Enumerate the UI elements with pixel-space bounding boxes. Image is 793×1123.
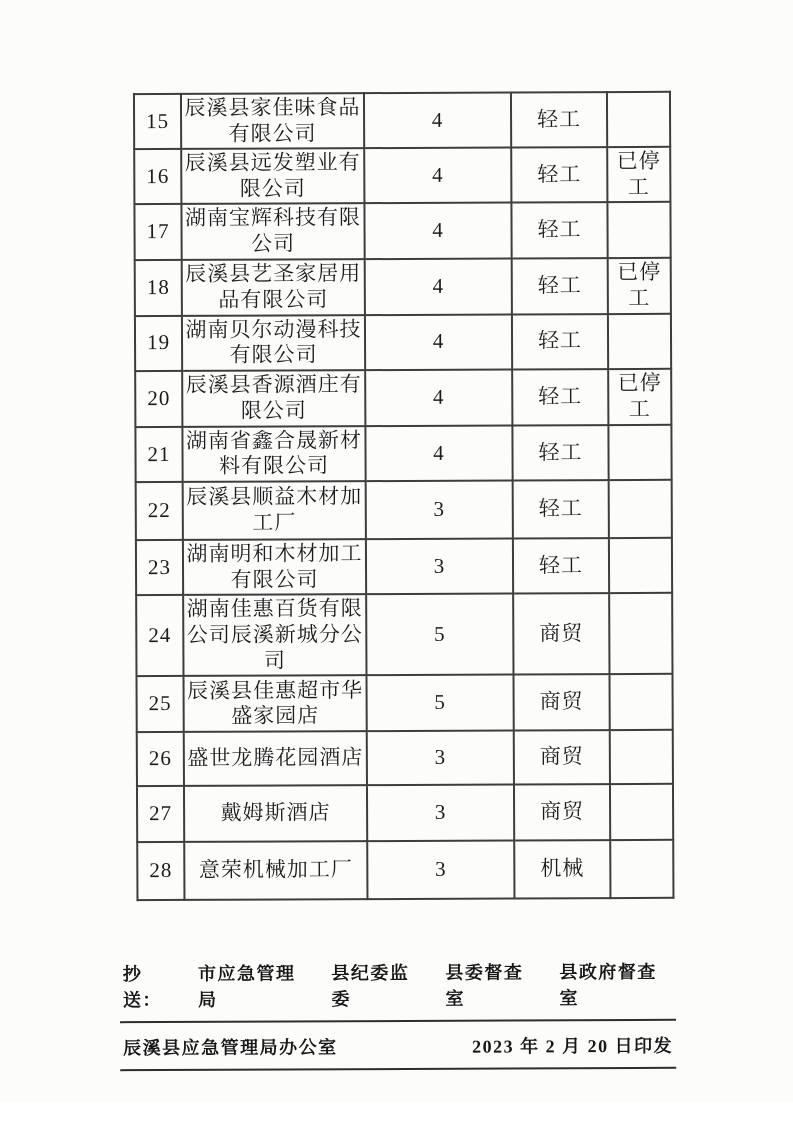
count-cell: 3 [367, 785, 514, 842]
table-row [134, 92, 670, 150]
company-name-cell: 戴姆斯酒店 [184, 785, 367, 842]
count-cell: 3 [367, 841, 514, 900]
table-row [136, 674, 672, 732]
table-row [135, 257, 671, 315]
table-row [136, 480, 672, 540]
row-number-cell: 21 [135, 427, 182, 482]
status-cell [607, 92, 670, 147]
count-cell: 5 [366, 594, 513, 675]
row-number-cell: 15 [134, 94, 181, 149]
cc-item: 市应急管理局 [197, 963, 296, 1010]
company-name-cell: 湖南宝辉科技有限公司 [181, 204, 364, 260]
industry-cell: 轻工 [512, 258, 608, 314]
count-cell: 3 [367, 731, 514, 786]
cc-item: 县纪委监委 [331, 962, 410, 1010]
count-cell: 4 [365, 258, 512, 315]
company-name-cell: 盛世龙腾花园酒店 [184, 731, 367, 786]
industry-cell: 轻工 [511, 203, 607, 259]
print-date: 2023 年 2 月 20 日印发 [472, 1035, 674, 1057]
count-cell: 5 [366, 675, 513, 732]
industry-cell: 轻工 [513, 538, 609, 594]
enterprise-table [133, 91, 675, 901]
industry-cell: 轻工 [512, 425, 608, 481]
status-cell: 已停工 [608, 369, 671, 425]
company-name-cell: 辰溪县艺圣家居用品有限公司 [182, 259, 365, 316]
table-row [137, 840, 673, 900]
row-number-cell: 25 [136, 676, 183, 732]
issuer-line [120, 1021, 676, 1071]
status-cell [608, 425, 671, 480]
industry-cell: 机械 [514, 840, 610, 898]
count-cell: 4 [365, 425, 512, 481]
count-cell: 4 [364, 148, 511, 204]
document-footer [120, 955, 676, 1071]
status-cell [609, 480, 672, 538]
table-row [135, 369, 671, 427]
count-cell: 4 [365, 369, 512, 426]
table-row [137, 730, 673, 786]
status-cell [610, 784, 673, 840]
count-cell: 3 [366, 481, 513, 540]
industry-cell: 轻工 [511, 147, 607, 203]
company-name-cell: 湖南佳惠百货有限公司辰溪新城分公司 [183, 594, 366, 676]
table-row [136, 593, 672, 676]
table-row [135, 425, 671, 483]
row-number-cell: 23 [136, 540, 183, 595]
row-number-cell: 26 [137, 732, 184, 786]
row-number-cell: 24 [136, 595, 183, 676]
industry-cell: 轻工 [512, 314, 608, 370]
company-name-cell: 意荣机械加工厂 [184, 841, 367, 900]
status-cell [609, 674, 672, 730]
row-number-cell: 20 [135, 371, 182, 427]
status-cell [607, 202, 670, 257]
cc-item: 县政府督查室 [559, 961, 657, 1009]
company-name-cell: 辰溪县香源酒庄有限公司 [182, 370, 365, 427]
status-cell [610, 840, 673, 898]
company-name-cell: 辰溪县家佳味食品有限公司 [181, 93, 364, 149]
row-number-cell: 27 [137, 786, 184, 842]
company-name-cell: 辰溪县远发塑业有限公司 [181, 148, 364, 204]
industry-cell: 轻工 [512, 369, 608, 425]
industry-cell: 商贸 [513, 674, 609, 730]
table-row [134, 147, 670, 205]
count-cell: 4 [364, 92, 511, 148]
industry-cell: 商贸 [513, 593, 609, 674]
row-number-cell: 19 [135, 316, 182, 371]
row-number-cell: 22 [136, 482, 183, 540]
cc-line [120, 955, 676, 1023]
row-number-cell: 28 [137, 842, 184, 900]
status-cell: 已停工 [607, 147, 670, 202]
industry-cell: 商贸 [514, 784, 610, 840]
count-cell: 4 [364, 203, 511, 259]
company-name-cell: 湖南贝尔动漫科技有限公司 [182, 315, 365, 371]
industry-cell: 轻工 [513, 480, 609, 538]
company-name-cell: 辰溪县佳惠超市华盛家园店 [183, 675, 366, 732]
status-cell: 已停工 [608, 257, 671, 313]
company-name-cell: 辰溪县顺益木材加工厂 [183, 481, 366, 540]
company-name-cell: 湖南明和木材加工有限公司 [183, 539, 366, 595]
industry-cell: 商贸 [514, 730, 610, 784]
status-cell [608, 313, 671, 368]
table-row [137, 784, 673, 842]
table-row [136, 538, 672, 596]
status-cell [609, 538, 672, 593]
table-row [135, 313, 671, 371]
count-cell: 3 [366, 539, 513, 595]
table-row [134, 202, 670, 260]
row-number-cell: 18 [135, 260, 182, 316]
count-cell: 4 [365, 314, 512, 370]
cc-label: 抄送： [122, 964, 162, 1011]
row-number-cell: 17 [134, 204, 181, 259]
cc-item: 县委督查室 [445, 962, 524, 1009]
status-cell [610, 730, 673, 784]
industry-cell: 轻工 [511, 92, 607, 148]
company-name-cell: 湖南省鑫合晟新材料有限公司 [182, 426, 365, 482]
issuing-office: 辰溪县应急管理局办公室 [123, 1037, 338, 1059]
status-cell [609, 593, 672, 674]
row-number-cell: 16 [134, 149, 181, 204]
